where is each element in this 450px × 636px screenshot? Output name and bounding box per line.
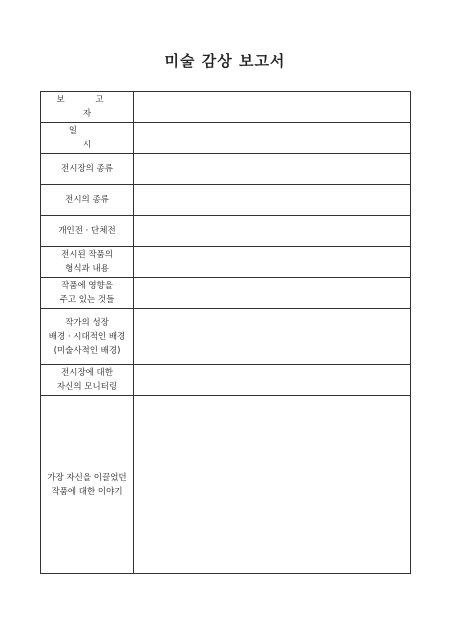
form-row-venue-type — [41, 154, 411, 185]
influences-label: 작품에 영향을 주고 있는 것들 — [41, 278, 134, 309]
form-row-reporter — [41, 92, 411, 123]
exhibition-type-field[interactable] — [134, 185, 411, 216]
form-row-datetime — [41, 123, 411, 154]
artist-background-field[interactable] — [134, 309, 411, 365]
venue-type-label: 전시장의 종류 — [41, 154, 134, 185]
form-row-artist-background — [41, 309, 411, 365]
reporter-field[interactable] — [134, 92, 411, 123]
solo-group-field[interactable] — [134, 216, 411, 247]
report-form-table — [40, 91, 411, 574]
favorite-work-field[interactable] — [134, 396, 411, 574]
venue-type-field[interactable] — [134, 154, 411, 185]
influences-field[interactable] — [134, 278, 411, 309]
monitoring-field[interactable] — [134, 365, 411, 396]
favorite-work-label: 가장 자신을 이끌었던 작품에 대한 이야기 — [41, 396, 134, 574]
works-form-label: 전시된 작품의 형식과 내용 — [41, 247, 134, 278]
solo-group-label: 개인전 · 단체전 — [41, 216, 134, 247]
form-row-solo-group — [41, 216, 411, 247]
document-title: 미술 감상 보고서 — [164, 52, 286, 70]
form-row-works-form — [41, 247, 411, 278]
form-row-favorite-work — [41, 396, 411, 574]
form-row-monitoring — [41, 365, 411, 396]
works-form-field[interactable] — [134, 247, 411, 278]
artist-background-label: 작가의 성장 배경 · 시대적인 배경 (미술사적인 배경) — [41, 309, 134, 365]
monitoring-label: 전시장에 대한 자신의 모니터링 — [41, 365, 134, 396]
datetime-field[interactable] — [134, 123, 411, 154]
datetime-label: 일 시 — [41, 123, 134, 154]
form-row-exhibition-type — [41, 185, 411, 216]
form-row-influences — [41, 278, 411, 309]
exhibition-type-label: 전시의 종류 — [41, 185, 134, 216]
reporter-label: 보 고 자 — [41, 92, 134, 123]
